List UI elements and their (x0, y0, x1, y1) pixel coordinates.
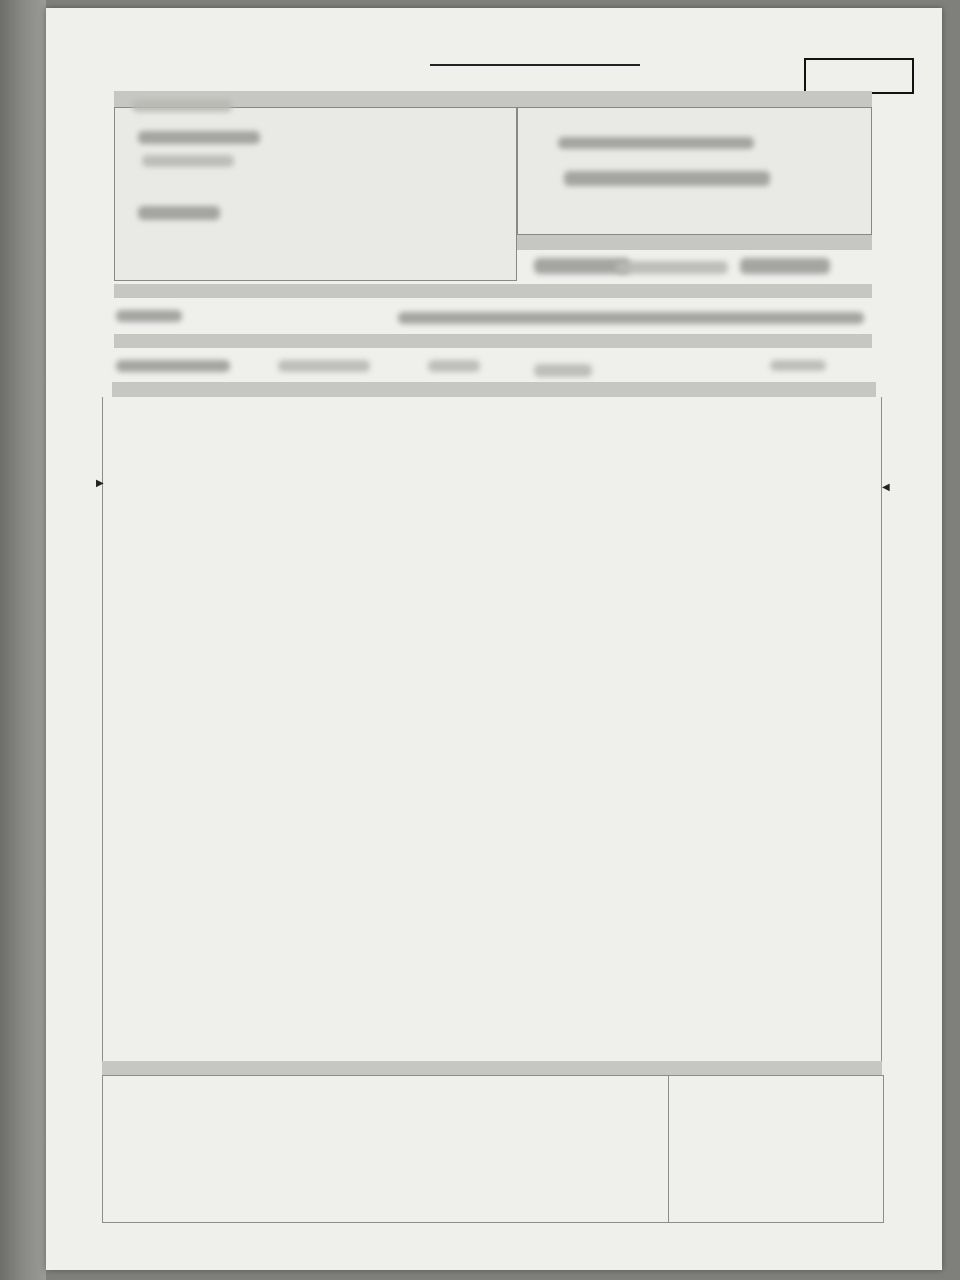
company-logo (804, 58, 914, 94)
redacted-text (398, 312, 864, 324)
footer-divider (668, 1075, 669, 1223)
redacted-text (616, 261, 728, 274)
redacted-text (770, 360, 826, 371)
redacted-text (534, 364, 592, 377)
redacted-text (558, 137, 754, 149)
redacted-text (428, 360, 480, 372)
right-marker-icon: ◀ (882, 482, 890, 493)
registration-info-bar (114, 334, 872, 348)
table-body-frame (102, 397, 882, 1062)
table-header-bar (112, 382, 876, 397)
redacted-text (132, 100, 232, 112)
footer-box (102, 1075, 884, 1223)
redacted-text (116, 310, 182, 322)
dealer-info-bar (517, 235, 872, 250)
vehicle-info-bar (114, 284, 872, 298)
left-marker-icon: ▶ (96, 478, 104, 489)
invoice-sheet (46, 8, 942, 1270)
redacted-text (116, 360, 230, 372)
camera-brand-text (14, 548, 44, 638)
thanks-bar (102, 1061, 882, 1075)
redacted-text (740, 258, 830, 274)
redacted-text (138, 206, 220, 220)
redacted-text (142, 155, 234, 167)
document-title (430, 63, 640, 66)
scanner-edge (0, 0, 46, 1280)
redacted-text (138, 131, 260, 144)
redacted-text (278, 360, 370, 372)
redacted-text (564, 171, 770, 186)
